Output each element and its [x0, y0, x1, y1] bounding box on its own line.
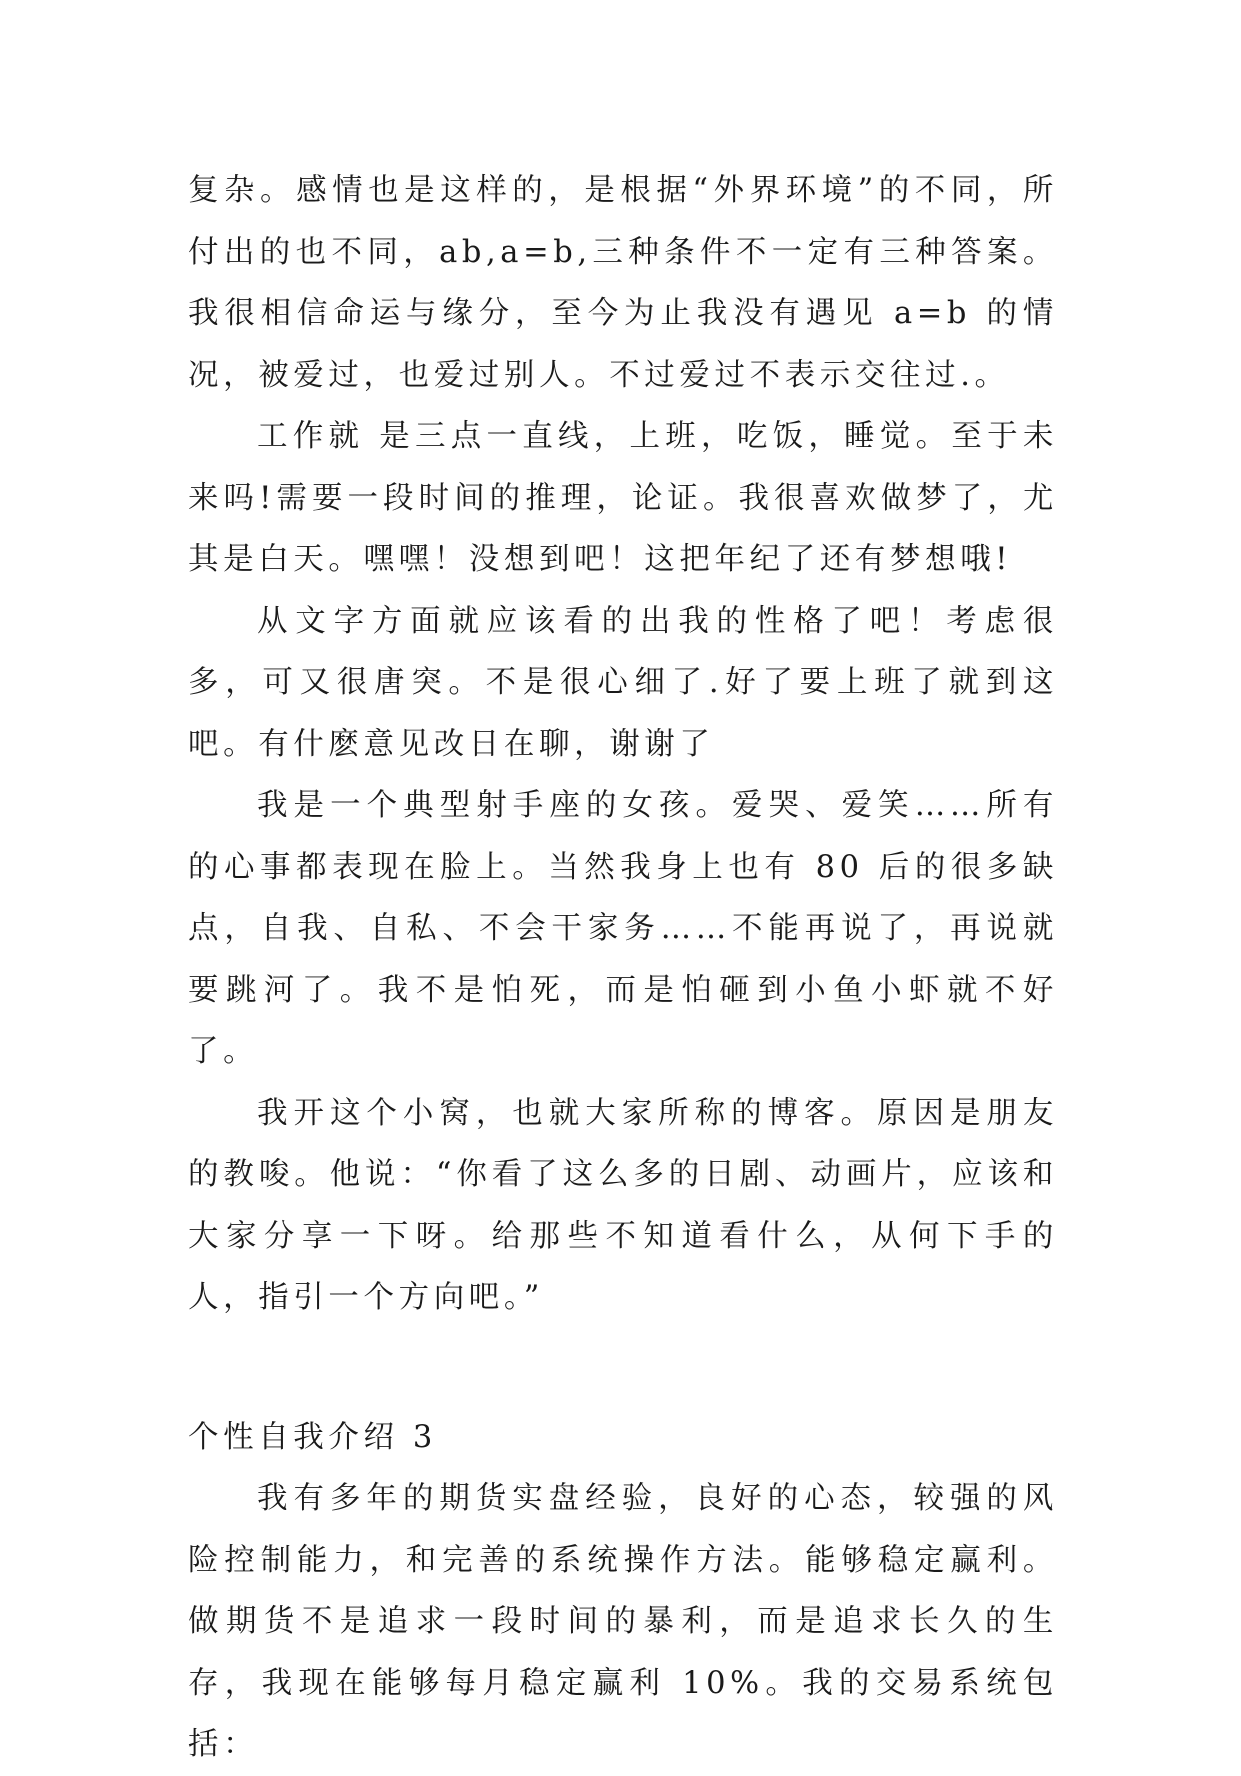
- paragraph-5: 我开这个小窝，也就大家所称的博客。原因是朋友的教唆。他说：“你看了这么多的日剧、动画片，应该和大家分享一下呀。给那些不知道看什么，从何下手的人，指引一个方向吧。”: [188, 1095, 1058, 1315]
- section-heading: 个性自我介绍 3: [188, 1419, 437, 1455]
- paragraph-3: 从文字方面就应该看的出我的性格了吧！考虑很多，可又很唐突。不是很心细了.好了要上班了就到这吧。有什麽意见改日在聊，谢谢了: [188, 603, 1058, 762]
- paragraph-2: 工作就 是三点一直线，上班，吃饭，睡觉。至于未来吗!需要一段时间的推理，论证。我很喜欢做梦了，尤其是白天。嘿嘿！没想到吧！这把年纪了还有梦想哦!: [188, 419, 1058, 577]
- document-body: [188, 160, 1058, 1776]
- paragraph-1: 复杂。感情也是这样的，是根据“外界环境”的不同，所付出的也不同，ab,a=b,三种条件不一定有三种答案。我很相信命运与缘分，至今为止我没有遇见 a=b 的情况，被爱过，也爱过别人。不过爱过不表示交往过.。: [188, 173, 1058, 393]
- paragraph-4: 我是一个典型射手座的女孩。爱哭、爱笑……所有的心事都表现在脸上。当然我身上也有 80 后的很多缺点，自我、自私、不会干家务……不能再说了，再说就要跳河了。我不是怕死，而是怕砸到小鱼小虾就不好了。: [188, 788, 1058, 1069]
- section-paragraph-1: 我有多年的期货实盘经验，良好的心态，较强的风险控制能力，和完善的系统操作方法。能够稳定赢利。做期货不是追求一段时间的暴利，而是追求长久的生存，我现在能够每月稳定赢利 10%。我的交易系统包括：: [188, 1481, 1058, 1762]
